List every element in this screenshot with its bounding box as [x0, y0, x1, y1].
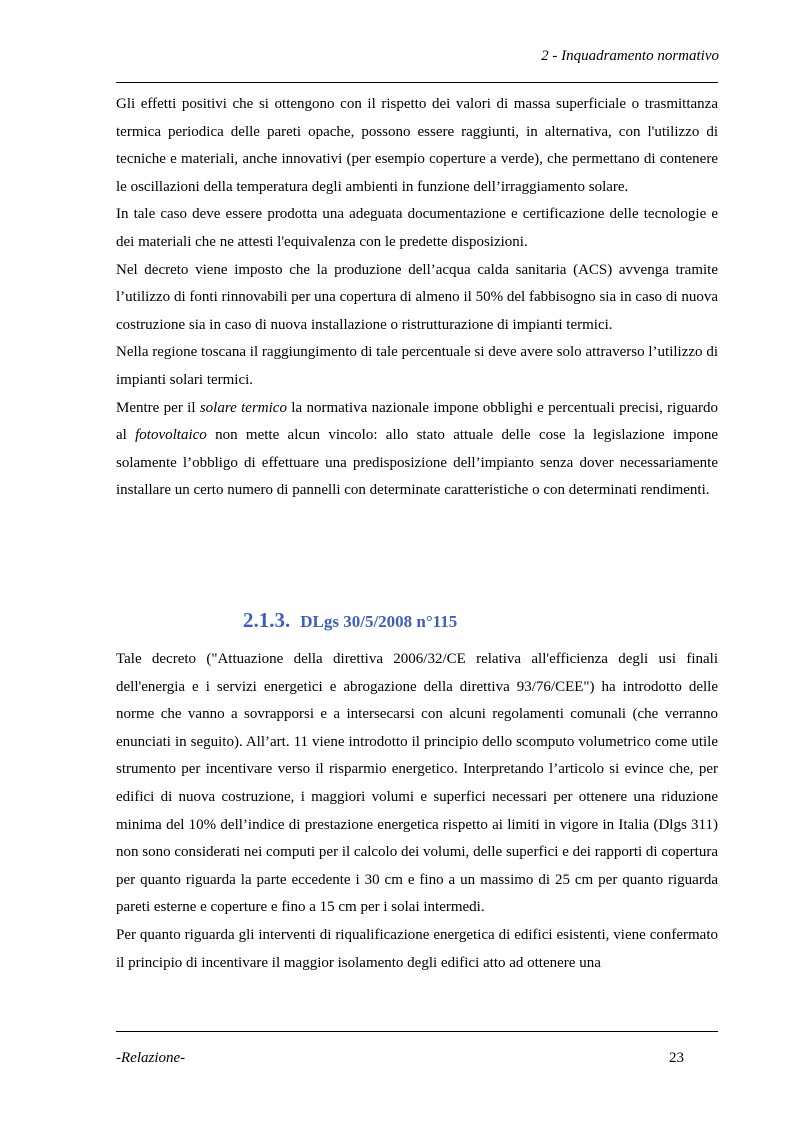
paragraph: Per quanto riguarda gli interventi di riqualificazione energetica di edifici esistenti, viene confermato il principio di incentivare il maggior isolamento degli edifici atto ad ottenere una	[116, 926, 718, 971]
paragraph	[116, 395, 718, 505]
section-title: DLgs 30/5/2008 n°115	[300, 612, 458, 631]
section-number: 2.1.3.	[243, 608, 291, 632]
paragraph: In tale caso deve essere prodotta una adeguata documentazione e certificazione delle tecnologie e dei materiali che ne attesti l'equivalenza con le predette disposizioni.	[116, 206, 718, 250]
paragraph: Tale decreto ("Attuazione della direttiva 2006/32/CE relativa all'efficienza degli usi finali dell'energia e i servizi energetici e abrogazione della direttiva 93/76/CEE") ha introdotto delle norme che vanno a sovrapporsi e a intersecarsi con alcuni regolamenti comunali (che verranno enunciati in seguito). All’art. 11 viene introdotto il principio dello scomputo volumetrico come utile strumento per incentivare verso il risparmio energetico. Interpretando l’articolo si evince che, per edifici di nuova costruzione, i maggiori volumi e superfici necessari per ottenere una riduzione minima del 10% dell’indice di prestazione energetica rispetto ai limiti in vigore in Italia (Dlgs 311) non sono considerati nei computi per il calcolo dei volumi, delle superfici e dei rapporti di copertura per quanto riguarda la parte eccedente i 30 cm e fino a un massimo di 25 cm per quanto riguarda pareti esterne e coperture e fino a 15 cm per i solai intermedi.	[116, 651, 718, 916]
paragraph-text: la normativa nazionale impone obblighi e percentuali precisi, riguardo al	[116, 399, 718, 444]
footer-label: -Relazione-	[116, 1050, 186, 1066]
section-body-2	[116, 646, 718, 977]
paragraph-text: non mette alcun vincolo: allo stato attuale delle cose la legislazione impone solamente l’obbligo di effettuare una predisposizione dell’impianto senza dover necessariamente installare un certo numero di pannelli con determinate caratteristiche o con determinati rendimenti.	[116, 427, 718, 499]
running-header-title: 2 - Inquadramento normativo	[541, 48, 719, 64]
footer-divider	[116, 1031, 718, 1032]
header-divider	[116, 82, 718, 83]
paragraph-text: Mentre per il	[116, 399, 200, 416]
emphasis-fotovoltaico: fotovoltaico	[135, 427, 207, 444]
paragraph: Nella regione toscana il raggiungimento di tale percentuale si deve avere solo attraverso l’utilizzo di impianti solari termici.	[116, 344, 718, 388]
paragraph: Gli effetti positivi che si ottengono con il rispetto dei valori di massa superficiale o trasmittanza termica periodica delle pareti opache, possono essere raggiunti, in alternativa, con l'utilizzo di tecniche e materiali, anche innovativi (per esempio coperture a verde), che permettano di contenere le oscillazioni della temperatura degli ambienti in funzione dell’irraggiamento solare.	[116, 96, 718, 195]
section-heading	[243, 608, 457, 633]
emphasis-solare-termico: solare termico	[199, 399, 287, 416]
paragraph: Nel decreto viene imposto che la produzione dell’acqua calda sanitaria (ACS) avvenga tramite l’utilizzo di fonti rinnovabili per una copertura di almeno il 50% del fabbisogno sia in caso di nuova costruzione sia in caso di nuova installazione o ristrutturazione di impianti termici.	[116, 261, 718, 333]
page-number: 23	[669, 1050, 684, 1066]
section-body-1	[116, 91, 718, 505]
